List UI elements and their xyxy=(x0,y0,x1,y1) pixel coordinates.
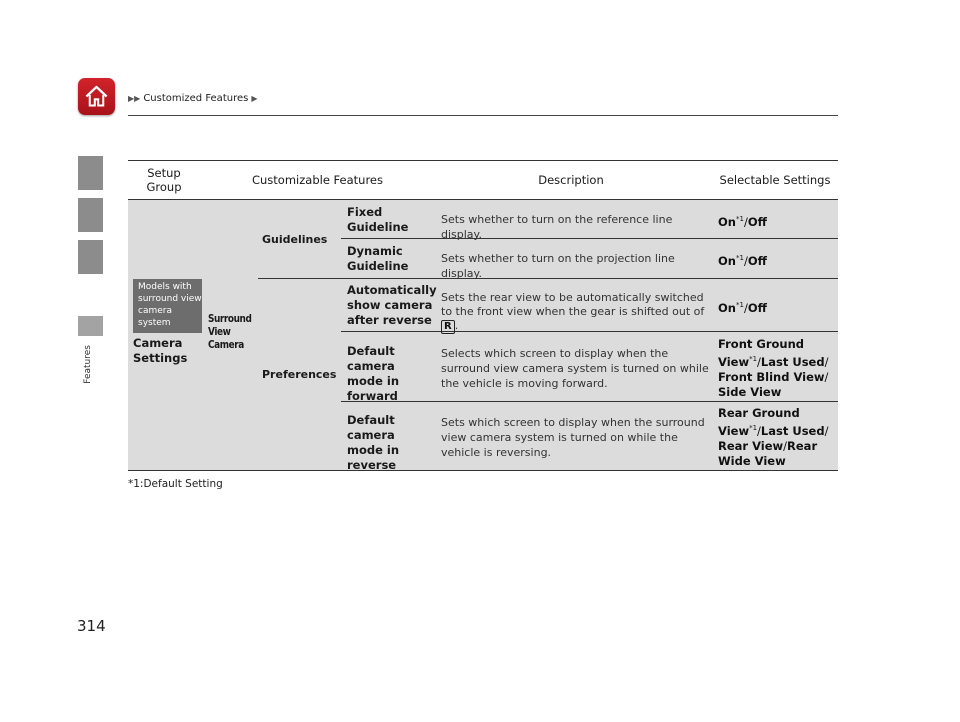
separator: / xyxy=(824,354,829,369)
separator: / xyxy=(757,423,761,438)
setting-rear-ground-view: Rear Ground View xyxy=(718,406,800,438)
gear-r-icon: R xyxy=(441,320,455,334)
header-setup-group: Setup Group xyxy=(146,166,182,194)
description-default-camera-forward: Selects which screen to display when the surround view camera system is turned on while the vehicle is moving forward. xyxy=(441,347,709,390)
setting-on: On xyxy=(718,214,736,229)
settings-fixed-guideline xyxy=(718,212,836,230)
setting-last-used: Last Used xyxy=(760,354,825,369)
section-guidelines: Guidelines xyxy=(262,233,328,246)
feature-default-camera-forward: Default camera mode in forward xyxy=(347,344,400,403)
side-tab-label: Features xyxy=(83,345,93,384)
settings-default-camera-reverse xyxy=(718,406,836,469)
setting-front-blind-view: Front Blind View xyxy=(718,369,825,384)
section-preferences: Preferences xyxy=(262,368,337,381)
feature-default-camera-reverse: Default camera mode in reverse xyxy=(347,413,400,472)
setting-off: Off xyxy=(747,253,767,268)
separator: / xyxy=(783,438,788,453)
description-fixed-guideline: Sets whether to turn on the reference line display. xyxy=(441,213,673,241)
home-icon xyxy=(83,83,110,110)
breadcrumb-link[interactable]: Customized Features xyxy=(143,93,249,104)
description-text: Sets the rear view to be automatically switched to the front view when the gear is shifted out of xyxy=(441,291,705,318)
setting-on: On xyxy=(718,300,736,315)
default-marker: *1 xyxy=(735,215,744,223)
default-marker: *1 xyxy=(749,355,758,363)
description-auto-show-camera: Sets the rear view to be automatically switched to the front view when the gear is shifted out of R . xyxy=(441,291,705,332)
default-marker: *1 xyxy=(735,254,744,262)
table-top-rule xyxy=(128,160,838,161)
settings-auto-show-camera xyxy=(718,298,836,316)
setting-off: Off xyxy=(747,214,767,229)
setting-rear-view: Rear View xyxy=(718,438,784,453)
settings-dynamic-guideline xyxy=(718,251,836,269)
default-marker: *1 xyxy=(735,301,744,309)
separator: / xyxy=(824,369,829,384)
header-selectable-settings: Selectable Settings xyxy=(719,173,831,187)
side-tab-1[interactable] xyxy=(78,156,103,190)
description-dynamic-guideline: Sets whether to turn on the projection line display. xyxy=(441,252,675,280)
setting-on: On xyxy=(718,253,736,268)
separator: / xyxy=(743,214,748,229)
breadcrumb xyxy=(128,93,257,104)
description-default-camera-reverse: Sets which screen to display when the surround view camera system is turned on while the vehicle is reversing. xyxy=(441,416,705,459)
feature-auto-show-camera: Automatically show camera after reverse xyxy=(347,283,437,327)
sub-group-surround-view-camera: Surround View Camera xyxy=(208,313,252,351)
separator: / xyxy=(757,354,761,369)
header-customizable-features: Customizable Features xyxy=(251,173,383,187)
home-button[interactable] xyxy=(78,78,115,115)
side-tab-2[interactable] xyxy=(78,198,103,232)
side-tab-3[interactable] xyxy=(78,240,103,274)
header-description: Description xyxy=(538,173,604,187)
header-divider xyxy=(128,115,838,116)
group-camera-settings: Camera Settings xyxy=(133,336,188,365)
settings-default-camera-forward xyxy=(718,337,836,400)
model-badge: Models with surround view camera system xyxy=(133,279,202,333)
setting-side-view: Side View xyxy=(718,384,782,399)
breadcrumb-arrow-icon: ▶ xyxy=(251,94,258,103)
setting-front-ground-view: Front Ground View xyxy=(718,337,804,369)
side-tab-active[interactable] xyxy=(78,316,103,336)
separator: / xyxy=(743,253,748,268)
footnote-default-setting: *1:Default Setting xyxy=(128,478,223,490)
default-marker: *1 xyxy=(749,424,758,432)
feature-dynamic-guideline: Dynamic Guideline xyxy=(347,244,409,273)
setting-last-used: Last Used xyxy=(760,423,825,438)
setting-off: Off xyxy=(747,300,767,315)
setting-rear-wide-view: Rear Wide View xyxy=(718,438,818,468)
feature-fixed-guideline: Fixed Guideline xyxy=(347,205,409,234)
separator: / xyxy=(824,423,829,438)
page-number: 314 xyxy=(77,617,106,635)
breadcrumb-arrow-icon: ▶▶ xyxy=(128,94,141,103)
separator: / xyxy=(743,300,748,315)
